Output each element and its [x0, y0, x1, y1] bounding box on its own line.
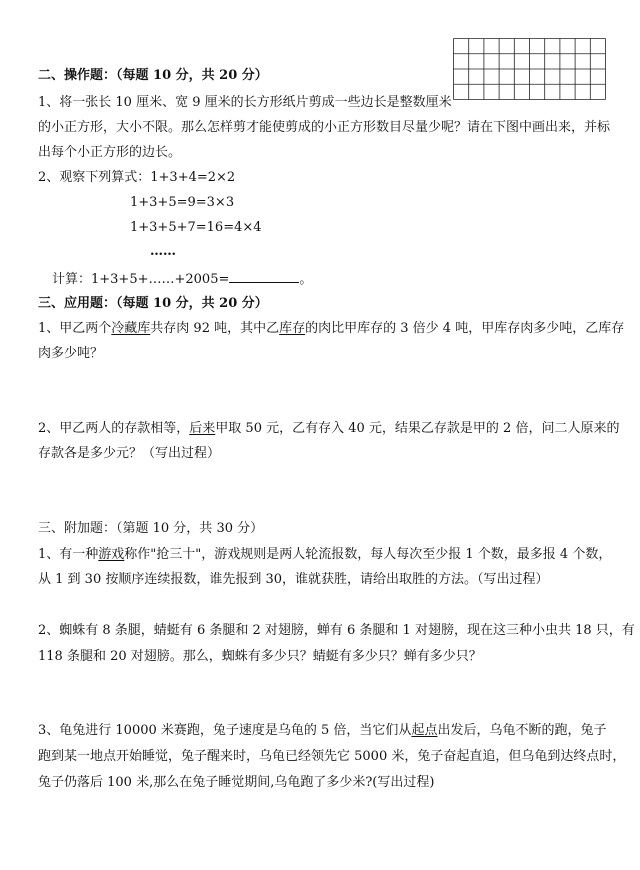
ex-q3-link-start[interactable]: 起点 — [411, 723, 438, 738]
s2-q2-calc-row — [52, 270, 312, 289]
s3-q1-text-c: 共存肉 92 吨，其中乙 — [150, 321, 280, 336]
s3-q1-link-cold-storage[interactable]: 冷藏库 — [111, 321, 151, 336]
s3-q1-text-e: 的肉比甲库存的 3 倍少 4 吨，甲库存肉多少吨，乙库存 — [305, 321, 625, 336]
ex-q2-line2: 118 条腿和 20 对翅膀。那么，蜘蛛有多少只？蜻蜓有多少只？蝉有多少只？ — [38, 649, 482, 664]
section3-heading: 三、应用题：（每题 10 分，共 20 分） — [38, 296, 268, 311]
s2-q2-line3: 1+3+5+7=16=4×4 — [130, 220, 262, 235]
s3-q1-link-inventory[interactable]: 库存 — [279, 321, 306, 336]
section2-heading: 二、操作题：（每题 10 分，共 20 分） — [38, 68, 268, 83]
s2-q2-line2: 1+3+5=9=3×3 — [130, 195, 235, 210]
s2-q1-line2: 的小正方形，大小不限。那么怎样剪才能使剪成的小正方形数目尽量少呢？请在下图中画出来，并标 — [38, 120, 611, 135]
answer-blank — [229, 270, 299, 283]
s3-q1-line1 — [38, 320, 624, 338]
ex-q3-line2: 跑到某一地点开始睡觉，兔子醒来时，乌龟已经领先它 5000 米，兔子奋起直追，但乌龟到达终点时， — [38, 749, 626, 764]
ex-q1-line1 — [38, 546, 611, 564]
s2-q2-calc-end: 。 — [299, 272, 313, 287]
ex-q1-text-c: 称作"抢三十"，游戏规则是两人轮流报数，每人每次至少报 1 个数，最多报 4 个数， — [124, 547, 612, 562]
s3-q2-text-a: 2、甲乙两人的存款相等， — [38, 421, 190, 436]
s2-q1-line1: 1、将一张长 10 厘米、宽 9 厘米的长方形纸片剪成一些边长是整数厘米 — [38, 95, 452, 110]
ex-q1-text-a: 1、有一种 — [38, 547, 99, 562]
s3-q1-line2: 肉多少吨？ — [38, 346, 104, 361]
s2-q2-dots: …… — [150, 244, 176, 259]
ex-q3-text-a: 3、龟兔进行 10000 米赛跑，兔子速度是乌龟的 5 倍，当它们从 — [38, 723, 412, 738]
s3-q1-text-a: 1、甲乙两个 — [38, 321, 112, 336]
grid-squares — [453, 38, 606, 100]
ex-q1-line2: 从 1 到 30 按顺序连续报数，谁先报到 30，谁就获胜，请给出取胜的方法。（写出过程） — [38, 572, 549, 587]
ex-q3-line1 — [38, 722, 606, 740]
s3-q2-link-later[interactable]: 后来 — [189, 421, 216, 436]
ex-q3-text-c: 出发后，乌龟不断的跑，兔子 — [437, 723, 607, 738]
extra-heading: 三、附加题：（第题 10 分，共 30 分） — [38, 521, 264, 536]
drawing-grid — [453, 38, 606, 100]
ex-q3-line3: 兔子仍落后 100 米,那么在兔子睡觉期间,乌龟跑了多少米?(写出过程) — [38, 775, 435, 790]
s3-q2-line1 — [38, 420, 619, 438]
s3-q2-text-c: 甲取 50 元，乙有存入 40 元，结果乙存款是甲的 2 倍，问二人原来的 — [215, 421, 620, 436]
s2-q2-line1: 2、观察下列算式：1+3+4=2×2 — [38, 170, 236, 185]
s2-q2-calc: 计算：1+3+5+……+2005= — [52, 272, 230, 287]
s2-q1-line3: 出每个小正方形的边长。 — [38, 145, 182, 160]
ex-q1-link-game[interactable]: 游戏 — [98, 547, 125, 562]
s3-q2-line2: 存款各是多少元？（写出过程） — [38, 446, 221, 461]
ex-q2-line1: 2、蜘蛛有 8 条腿，蜻蜓有 6 条腿和 2 对翅膀，蝉有 6 条腿和 1 对翅膀，现在这三种小虫共 18 只，有 — [38, 623, 635, 638]
